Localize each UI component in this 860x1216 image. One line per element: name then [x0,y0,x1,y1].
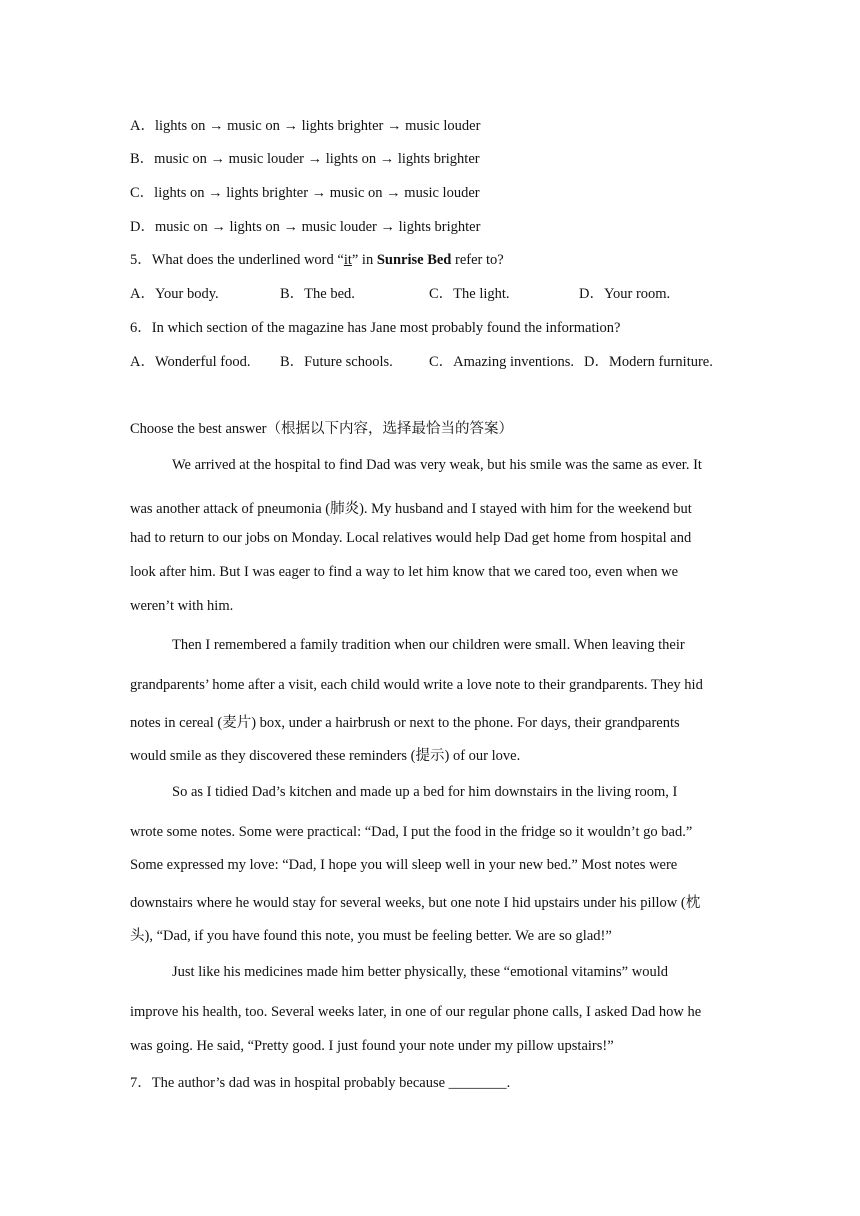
passage-line: would smile as they discovered these reminders (提示) of our love. [130,748,521,764]
q5-stem-mid: ” in [351,252,377,268]
passage-line: So as I tidied Dad’s kitchen and made up a bed for him downstairs in the living room, I [172,784,678,800]
passage-line: We arrived at the hospital to find Dad was very weak, but his smile was the same as ever. It [172,457,702,473]
q5-option-a: A．Your body. [130,286,219,302]
passage-line: Just like his medicines made him better physically, these “emotional vitamins” would [172,964,668,980]
q4-option-d: D．music on → lights on → music louder → lights brighter [130,219,481,235]
q4-option-b: B．music on → music louder → lights on → lights brighter [130,151,480,167]
q6-stem: 6．In which section of the magazine has Jane most probably found the information? [130,320,621,336]
q4-option-a: A．lights on → music on → lights brighter → music louder [130,118,481,134]
q5-stem [130,248,504,269]
passage-line: Some expressed my love: “Dad, I hope you will sleep well in your new bed.” Most notes were [130,857,678,873]
q5-option-b: B．The bed. [280,286,355,302]
passage-line: notes in cereal (麦片) box, under a hairbrush or next to the phone. For days, their grandparents [130,715,680,731]
passage-line: grandparents’ home after a visit, each child would write a love note to their grandparents. They hid [130,677,703,693]
passage-line: look after him. But I was eager to find a way to let him know that we cared too, even when we [130,564,679,580]
q7-stem: 7．The author’s dad was in hospital probably because ________. [130,1075,511,1091]
q4-option-c: C．lights on → lights brighter → music on → music louder [130,185,480,201]
q5-bold-term: Sunrise Bed [376,252,452,268]
passage-line: Then I remembered a family tradition when our children were small. When leaving their [172,637,685,653]
passage-line: was going. He said, “Pretty good. I just found your note under my pillow upstairs!” [130,1038,614,1054]
passage-line: was another attack of pneumonia (肺炎). My husband and I stayed with him for the weekend but [130,501,692,517]
q5-option-c: C．The light. [429,286,510,302]
passage-line: downstairs where he would stay for several weeks, but one note I hid upstairs under his pillow (枕 [130,895,701,911]
q5-stem-pre: 5．What does the underlined word “ [130,252,344,268]
q5-underlined-word: it [343,252,352,268]
q6-option-a: A．Wonderful food. [130,354,251,370]
section-heading: Choose the best answer（根据以下内容，选择最恰当的答案） [130,421,514,437]
passage-line: improve his health, too. Several weeks later, in one of our regular phone calls, I asked Dad how he [130,1004,702,1020]
passage-line: 头), “Dad, if you have found this note, you must be feeling better. We are so glad!” [130,928,612,944]
q5-stem-post: refer to? [451,252,504,268]
q6-option-b: B．Future schools. [280,354,393,370]
q6-option-c: C．Amazing inventions. [429,354,574,370]
passage-line: had to return to our jobs on Monday. Local relatives would help Dad get home from hospital and [130,530,692,546]
q6-option-d: D．Modern furniture. [584,354,713,370]
passage-line: weren’t with him. [130,598,234,614]
q5-option-d: D．Your room. [579,286,671,302]
passage-line: wrote some notes. Some were practical: “Dad, I put the food in the fridge so it wouldn’t go bad.” [130,824,693,840]
